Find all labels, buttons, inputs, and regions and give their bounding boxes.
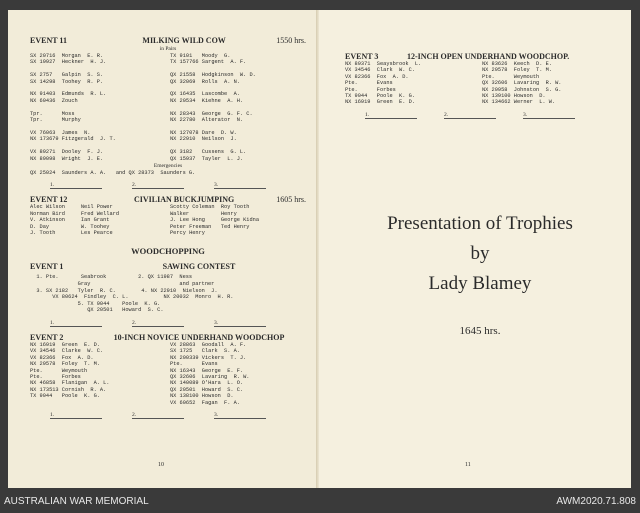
entrant: VX 82366 Fox A. D.	[345, 73, 409, 80]
entrant: NX 173679 Fitzgerald J. T.	[30, 136, 116, 143]
entrant: QX 32606 Lavaring R. W.	[170, 373, 250, 380]
entrant: NX 134662 Werner L. W.	[482, 99, 556, 106]
event-number: EVENT 12	[30, 195, 68, 205]
event-name: SAWING CONTEST	[162, 262, 236, 272]
entrant: SX 20716 Morgan E. R.	[30, 53, 104, 59]
place-2: 2.	[132, 320, 184, 327]
entrant: Scotty Coleman Roy Tooth	[170, 204, 250, 211]
entrant: TX 9044 Poole K. G.	[345, 93, 415, 100]
page-number: 11	[465, 462, 471, 468]
event-1-heading	[30, 262, 306, 271]
right-page	[319, 10, 631, 488]
event-number: EVENT 2	[30, 332, 64, 342]
title-line-2: by	[470, 242, 490, 264]
event-name: CIVILIAN BUCKJUMPING	[133, 195, 235, 205]
entrant: NX 28343 George G. F. C.	[170, 110, 253, 117]
event-3-heading	[345, 52, 615, 61]
event-number: EVENT 1	[30, 262, 64, 272]
placings	[365, 112, 575, 119]
entrant: NX 91403 Edmunds R. L.	[30, 91, 107, 98]
entrant: Pte. Weymouth	[482, 73, 540, 80]
entrant: NX 16919 Green E. D.	[345, 99, 415, 106]
place-2: 2.	[132, 412, 184, 419]
entrant: QX 16435 Lascombe A.	[170, 91, 240, 98]
entrant: Percy Henry	[170, 229, 205, 236]
entrant: SX 1725 Clark S. A.	[170, 348, 240, 355]
entrant: VX 82366 Fox A. D.	[30, 354, 94, 361]
trophy-title	[345, 209, 615, 299]
entrant: VX 89271 Dooley F. J.	[30, 149, 104, 156]
place-2: 2.	[132, 182, 184, 189]
entrant: NX 22780 Alterator N.	[170, 117, 244, 124]
event-2-entrants	[30, 342, 306, 406]
event-3-entrants	[345, 61, 615, 106]
event-11-entrants	[30, 53, 306, 162]
entrant: V. Atkinson Ian Grant	[30, 217, 110, 224]
page-number: 10	[158, 462, 164, 468]
entrant: NX 200339 Vickers T. J.	[170, 354, 247, 361]
entrant	[30, 400, 166, 406]
entrant: NX 46858 Flanigan A. L.	[30, 380, 110, 387]
placings	[50, 182, 266, 189]
entrant: Pte. Evans	[345, 80, 393, 87]
entrant: J. Tooth Les Pearce	[30, 229, 113, 236]
footer-institution: AUSTRALIAN WAR MEMORIAL	[4, 495, 149, 507]
entrant: NX 60436 Zouch	[30, 97, 78, 104]
entrant: Pte. Evans	[170, 361, 218, 368]
entrant: NX 173513 Cornish R. A.	[30, 386, 107, 393]
entrant: QX 20501 Howard S. C.	[170, 386, 244, 393]
entrant: NX 16919 Green E. D.	[30, 341, 100, 348]
entrant: J. Lee Hong George Kidna	[170, 217, 260, 224]
left-page	[8, 10, 318, 488]
event-subtitle: in Pairs	[159, 46, 177, 52]
emergencies-entry: QX 25024 Saunders A. A. and QX 28373 Saunders G.	[30, 169, 196, 176]
entrant: VX 34546 Clarke W. C.	[30, 348, 104, 355]
footer-accession: AWM2020.71.808	[556, 495, 636, 507]
placings	[50, 412, 266, 419]
entrant: VX 34546 Clark W. C.	[345, 67, 415, 74]
event-11-heading	[30, 36, 306, 45]
emergencies-label: Emergencies	[153, 162, 183, 169]
entrant: NX 29578 Foley T. M.	[482, 67, 552, 74]
footer-bar	[0, 489, 640, 513]
entrant: NX 29578 Foley T. M.	[30, 361, 100, 368]
entrant: VX 28863 Goodall A. F.	[170, 341, 247, 348]
place-3: 3.	[214, 412, 266, 419]
entrant: NX 16343 George E. F.	[170, 367, 244, 374]
entrant: QX 15937 Tayler L. J.	[170, 155, 244, 162]
place-3: 3.	[523, 112, 575, 119]
entrant: NX 20534 Kiehne A. H.	[170, 97, 244, 104]
event-name: 12-INCH OPEN UNDERHAND WOODCHOP.	[407, 52, 570, 61]
entrant: QX 32606 Lavaring R. W.	[482, 80, 562, 87]
place-1: 1.	[50, 182, 102, 189]
place-1: 1.	[50, 320, 102, 327]
entrant: NX 139100 Howson D.	[482, 93, 546, 100]
entrant: NX 89098 Wright J. E.	[30, 155, 104, 162]
entrant: Pte. Forbes	[345, 86, 396, 93]
entrant: Norman Bird Fred Wellard	[30, 210, 120, 217]
entrant: Walker Henry	[170, 210, 237, 217]
entrant: Tpr. Moss	[30, 110, 75, 117]
placings	[50, 320, 266, 327]
place-3: 3.	[214, 182, 266, 189]
entrant: QX 3182 Cussens G. L.	[170, 149, 247, 156]
place-1: 1.	[365, 112, 417, 119]
event-time: 1550 hrs.	[276, 36, 306, 45]
entrant: VX 76063 James N.	[30, 129, 91, 136]
entrant: Peter Freeman Ted Henry	[170, 223, 250, 230]
entrant: QX 21558 Hodgkinson W. D.	[170, 72, 256, 79]
entrant: NX 83626 Keech D. E.	[482, 61, 552, 67]
event-name: MILKING WILD COW	[142, 36, 226, 45]
place-2: 2.	[444, 112, 496, 119]
entrant: Alec Wilson Neil Power	[30, 204, 113, 211]
entrant: NX 140089 O'Hara L. O.	[170, 380, 244, 387]
title-line-3: Lady Blamey	[428, 272, 532, 294]
event-12-heading	[30, 195, 306, 204]
event-2-heading	[30, 333, 306, 342]
entrant: SX 14298 Toohey R. P.	[30, 78, 104, 85]
event-name: 10-INCH NOVICE UNDERHAND WOODCHOP	[113, 332, 285, 342]
entrant: TX 9044 Poole K. G.	[30, 393, 100, 400]
title-line-1: Presentation of Trophies	[387, 212, 573, 234]
event-number: EVENT 11	[30, 36, 67, 45]
entrant: QX 32069 Rolls A. N.	[170, 78, 240, 85]
entrant: NX 138100 Howson D.	[170, 393, 234, 400]
entrant: Pte. Forbes	[30, 373, 81, 380]
place-1: 1.	[50, 412, 102, 419]
place-3: 3.	[214, 320, 266, 327]
entrant: D. Day W. Toohey	[30, 223, 110, 230]
event-12-entrants	[30, 204, 306, 236]
entrant: NX 127078 Dare D. W.	[170, 129, 237, 136]
entrant: Tpr. Murphy	[30, 117, 81, 124]
entrant: SX 19927 Heckner H. J.	[30, 59, 107, 66]
entrant: NX 89371 Seaysbrook L.	[345, 61, 422, 67]
entrant: SX 2757 Galpin S. S.	[30, 72, 104, 79]
entrant: NX 22910 Neilson J.	[170, 136, 237, 143]
entrant: NX 20958 Johnston S. G.	[482, 86, 562, 93]
event-time: 1605 hrs.	[276, 195, 306, 205]
entrant: TX 157766 Sargent A. F.	[170, 59, 247, 66]
event-number: EVENT 3	[345, 52, 379, 61]
entrant: Pte. Weymouth	[30, 367, 88, 374]
event-1-entrants: 1. Pte. Seabrook 2. QX 11987 Ness Gray and partner 3. SX 2182 Tyler R. C. 4. NX 22910 Nielson J. VX 80624 Findley C. L. NX 20032 Monro H. R. 5. TX 9044 Poole K. G. QX 20501 Howard S. C.	[36, 274, 234, 314]
entrant: VX 60652 Fagan F. A.	[170, 399, 240, 406]
section-title: WOODCHOPPING	[131, 246, 205, 257]
entrant: TX 9101 Moody G.	[170, 53, 231, 59]
presentation-time: 1645 hrs.	[459, 324, 501, 337]
